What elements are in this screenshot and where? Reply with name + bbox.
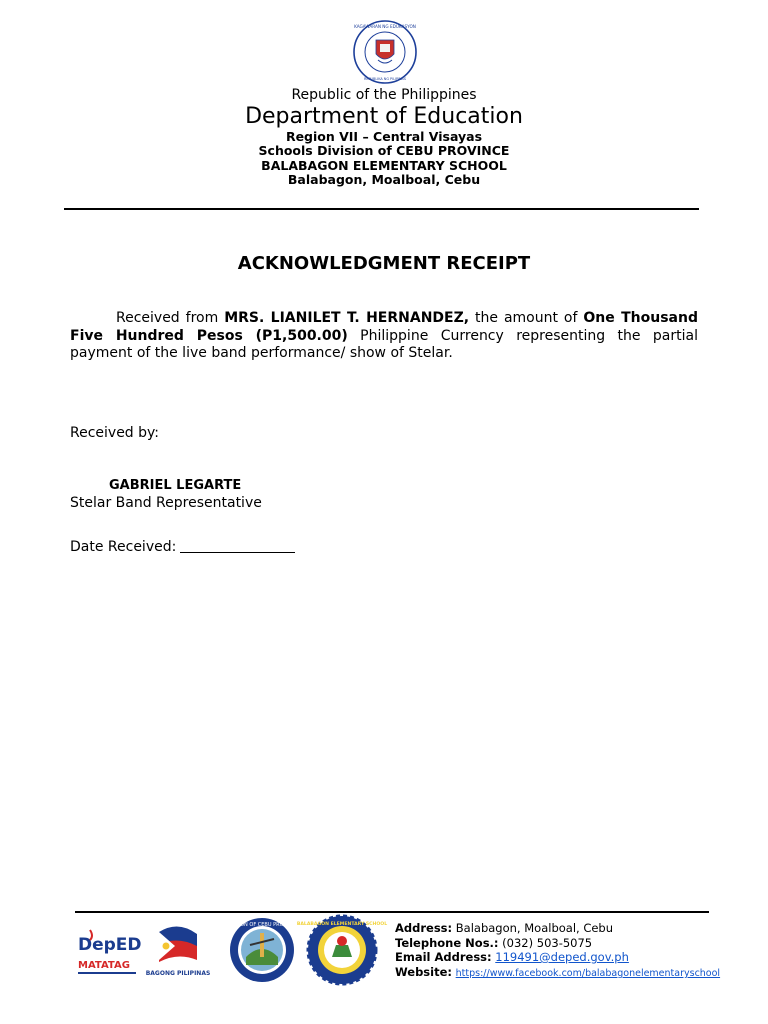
- footer-telephone: [395, 936, 592, 950]
- seal-bottom-text: REPUBLIKA NG PILIPINAS: [363, 77, 407, 81]
- region-heading: Region VII – Central Visayas: [285, 129, 483, 144]
- received-by-label: Received by:: [70, 425, 160, 441]
- footer-email-label: Email Address:: [395, 950, 492, 964]
- division-heading: Schools Division of CEBU PROVINCE: [258, 143, 510, 158]
- footer-email: [395, 950, 629, 964]
- seal-top-text: KAGAWARAN NG EDUKASYON: [354, 24, 416, 29]
- matatag-logo-text: MATATAG: [78, 960, 130, 971]
- republic-heading: Republic of the Philippines: [291, 87, 477, 103]
- website-link[interactable]: https://www.facebook.com/balabagonelementaryschool: [455, 968, 721, 979]
- footer-website-label: Website:: [395, 965, 452, 979]
- receipt-purpose: Philippine Currency representing the partial payment of the live band performance/ show of Stelar.: [70, 327, 698, 361]
- bagong-pilipinas-text: BAGONG PILIPINAS: [145, 970, 211, 977]
- school-heading: BALABAGON ELEMENTARY SCHOOL: [261, 158, 507, 173]
- date-received-row: [70, 538, 295, 555]
- receipt-body: [70, 310, 698, 363]
- division-seal-text: DIVISION OF CEBU PROVINCE: [225, 922, 299, 928]
- footer-telephone-value: (032) 503-5075: [502, 936, 593, 950]
- deped-matatag-logo-icon: [76, 926, 142, 978]
- footer-telephone-label: Telephone Nos.:: [395, 936, 499, 950]
- footer-address-label: Address:: [395, 921, 453, 935]
- school-address-heading: Balabagon, Moalboal, Cebu: [287, 172, 481, 187]
- footer-address-value: Balabagon, Moalboal, Cebu: [455, 921, 614, 935]
- bagong-pilipinas-logo-icon: [145, 922, 211, 978]
- date-received-blank: [180, 538, 295, 553]
- received-from-label: Received from: [116, 310, 225, 326]
- deped-logo-text: DepED: [78, 935, 142, 955]
- department-heading: Department of Education: [245, 104, 523, 129]
- footer-divider: [75, 911, 709, 913]
- signer-role: Stelar Band Representative: [70, 495, 262, 511]
- school-seal-text: BALABAGON ELEMENTARY SCHOOL: [296, 922, 388, 927]
- date-received-label: Date Received:: [70, 539, 177, 555]
- signer-name: GABRIEL LEGARTE: [109, 478, 242, 493]
- header-divider: [64, 208, 699, 210]
- footer-address: [395, 921, 613, 935]
- division-cebu-seal-icon: [226, 917, 298, 983]
- balabagon-school-seal-icon: [296, 915, 388, 985]
- deped-seal-icon: [349, 20, 421, 84]
- amount-label: the amount of: [469, 310, 584, 326]
- email-link[interactable]: 119491@deped.gov.ph: [495, 950, 629, 964]
- payer-name: MRS. LIANILET T. HERNANDEZ,: [224, 310, 470, 326]
- amount-words: One Thousand Five Hundred Pesos (P1,500.00): [70, 310, 698, 344]
- footer-website: [395, 965, 720, 979]
- document-title: ACKNOWLEDGMENT RECEIPT: [237, 253, 531, 274]
